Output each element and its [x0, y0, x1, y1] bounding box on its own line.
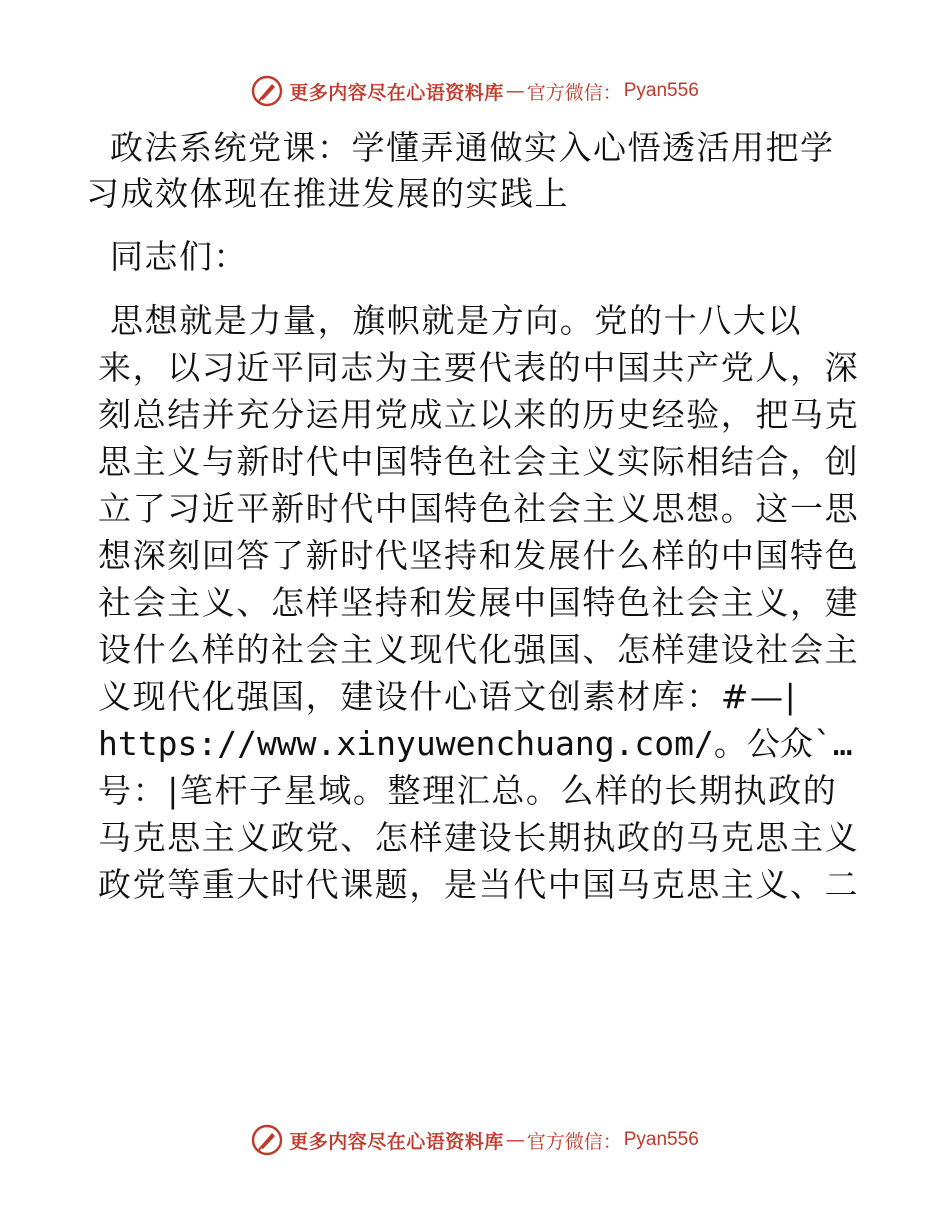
footer-banner [0, 1120, 950, 1160]
body-line: 义现代化强国，建设什心语文创素材库：#—| [98, 677, 798, 716]
body-line: 马克思主义政党、怎样建设长期执政的马克思主义 [98, 818, 860, 857]
banner-promo-text: 更多内容尽在心语资料库 [289, 1130, 504, 1153]
banner-dash: — [505, 1129, 525, 1151]
title-line-2: 习成效体现在推进发展的实践上 [86, 174, 569, 213]
banner-wechat-label: 官方微信： [526, 1130, 622, 1153]
body-line: 想深刻回答了新时代坚持和发展什么样的中国特色 [98, 536, 860, 575]
body-paragraph [98, 297, 860, 908]
banner-wechat-id: Pyan556 [623, 1129, 699, 1150]
document-title [86, 125, 850, 217]
banner-dash: — [505, 80, 525, 102]
banner-wechat-id: Pyan556 [623, 80, 699, 101]
body-line: 刻总结并充分运用党成立以来的历史经验，把马克 [98, 395, 860, 434]
banner-wechat-label: 官方微信： [526, 81, 622, 104]
body-line: 社会主义、怎样坚持和发展中国特色社会主义，建 [98, 583, 860, 622]
header-banner [0, 71, 950, 111]
body-line: 立了习近平新时代中国特色社会主义思想。这一思 [98, 489, 860, 528]
body-line: 设什么样的社会主义现代化强国、怎样建设社会主 [98, 630, 860, 669]
document-content [86, 125, 860, 908]
title-line-1: 政法系统党课：学懂弄通做实入心悟透活用把学 [110, 128, 835, 167]
banner-promo-text: 更多内容尽在心语资料库 [289, 81, 504, 104]
body-line: 政党等重大时代课题，是当代中国马克思主义、二 [98, 865, 860, 904]
greeting: 同志们： [110, 237, 248, 276]
body-line: 来，以习近平同志为主要代表的中国共产党人，深 [98, 348, 860, 387]
body-line-url: https://www.xinyuwenchuang.com/。公众`… [98, 724, 853, 763]
quill-pen-logo-icon [251, 75, 283, 107]
body-line: 号：|笔杆子星域。整理汇总。么样的长期执政的 [98, 771, 838, 810]
quill-pen-logo-icon [251, 1124, 283, 1156]
body-line: 思想就是力量，旗帜就是方向。党的十八大以 [110, 301, 802, 340]
body-line: 思主义与新时代中国特色社会主义实际相结合，创 [98, 442, 860, 481]
